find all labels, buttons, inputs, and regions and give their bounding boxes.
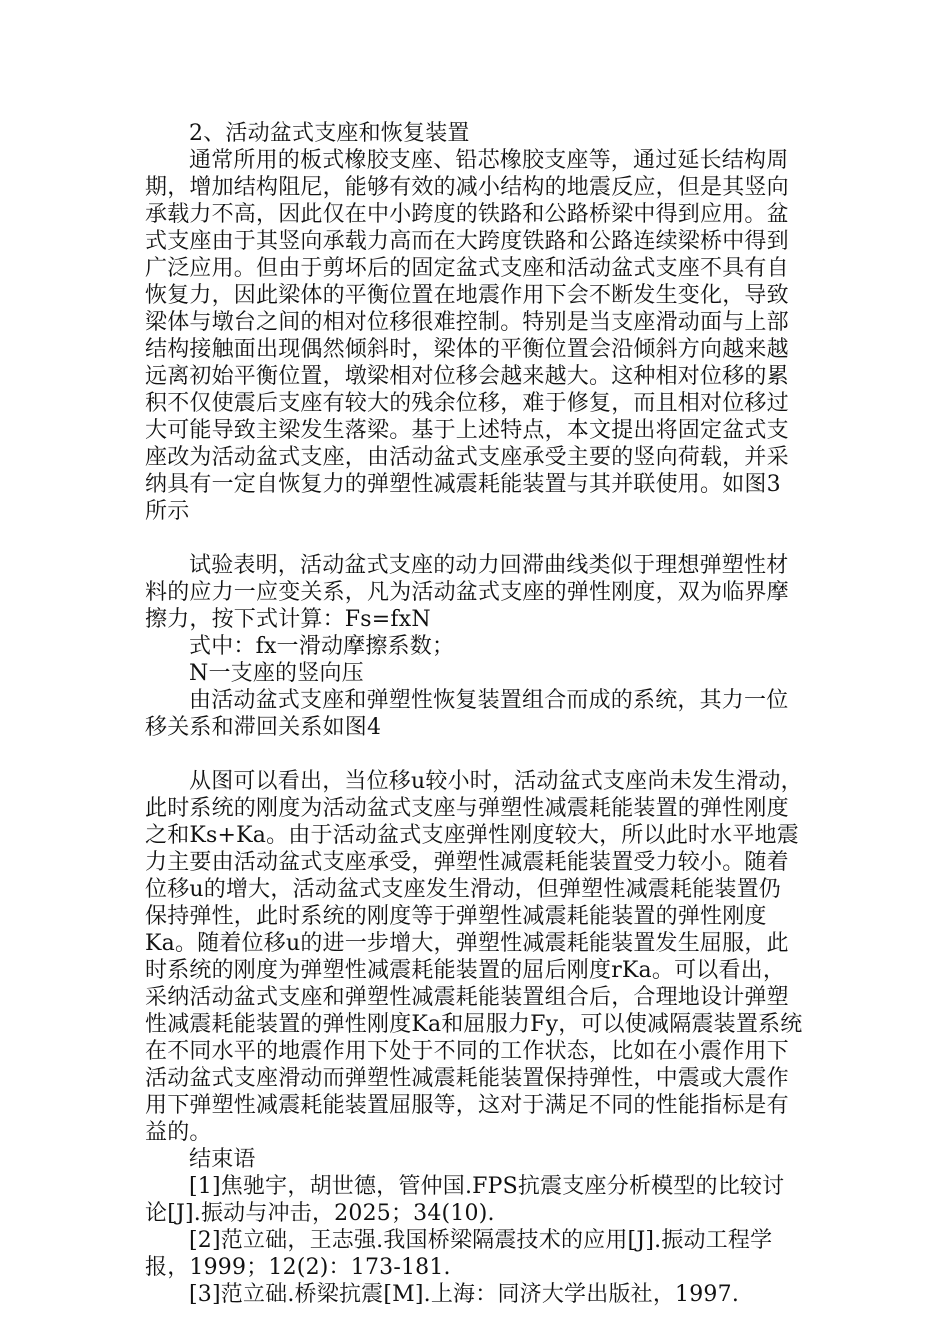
paragraph-analysis — [145, 768, 805, 1146]
reference-item — [145, 1227, 805, 1281]
text-line: 大可能导致主梁发生落梁。基于上述特点，本文提出将固定盆式支 — [145, 418, 789, 443]
text-line: 此时系统的刚度为活动盆式支座与弹塑性减震耗能装置的弹性刚度 — [145, 796, 789, 821]
formula-note: N一支座的竖向压 — [189, 661, 364, 686]
conclusion-heading: 结束语 — [189, 1147, 256, 1172]
section-heading: 2、活动盆式支座和恢复装置 — [189, 121, 470, 146]
text-line: 力主要由活动盆式支座承受，弹塑性减震耗能装置受力较小。随着 — [145, 850, 789, 875]
text-line: 活动盆式支座滑动而弹塑性减震耗能装置保持弹性，中震或大震作 — [145, 1066, 789, 1091]
reference-line: 论[J].振动与冲击，2025；34(10). — [145, 1201, 495, 1226]
text-line: 座改为活动盆式支座，由活动盆式支座承受主要的竖向荷载，并采 — [145, 445, 789, 470]
reference-line: 报，1999；12(2)：173-181. — [145, 1255, 451, 1280]
text-line: 梁体与墩台之间的相对位移很难控制。特别是当支座滑动面与上部 — [145, 310, 789, 335]
text-line: 用下弹塑性减震耗能装置屈服等，这对于满足不同的性能指标是有 — [145, 1093, 789, 1118]
document-body — [145, 120, 805, 1308]
paragraph-experiment — [145, 552, 805, 633]
text-line: 性减震耗能装置的弹性刚度Ka和屈服力Fy，可以使减隔震装置系统 — [145, 1012, 803, 1037]
formula-note: 式中：fx一滑动摩擦系数； — [189, 634, 455, 659]
text-line: 由活动盆式支座和弹塑性恢复装置组合而成的系统，其力一位 — [189, 688, 789, 713]
reference-line: [1]焦驰宇，胡世德，管仲国.FPS抗震支座分析模型的比较讨 — [189, 1174, 785, 1199]
text-line: 结构接触面出现偶然倾斜时，梁体的平衡位置会沿倾斜方向越来越 — [145, 337, 789, 362]
text-line: 移关系和滞回关系如图4 — [145, 715, 382, 740]
text-line: 时系统的刚度为弹塑性减震耗能装置的屈后刚度rKa。可以看出， — [145, 958, 786, 983]
text-line: 恢复力，因此梁体的平衡位置在地震作用下会不断发生变化，导致 — [145, 283, 789, 308]
text-line: 之和Ks+Ka。由于活动盆式支座弹性刚度较大，所以此时水平地震 — [145, 823, 799, 848]
text-line: 积不仅使震后支座有较大的残余位移，难于修复，而且相对位移过 — [145, 391, 789, 416]
text-line: Ka。随着位移u的进一步增大，弹塑性减震耗能装置发生屈服，此 — [145, 931, 789, 956]
text-line: 采纳活动盆式支座和弹塑性减震耗能装置组合后，合理地设计弹塑 — [145, 985, 789, 1010]
paragraph-gap — [145, 741, 805, 768]
text-line: 承载力不高，因此仅在中小跨度的铁路和公路桥梁中得到应用。盆 — [145, 202, 789, 227]
reference-list — [145, 1173, 805, 1308]
text-line: 纳具有一定自恢复力的弹塑性减震耗能装置与其并联使用。如图3 — [145, 472, 781, 497]
paragraph-system — [145, 687, 805, 741]
text-line: 从图可以看出，当位移u较小时，活动盆式支座尚未发生滑动， — [189, 769, 803, 794]
reference-line: [2]范立础，王志强.我国桥梁隔震技术的应用[J].振动工程学 — [189, 1228, 773, 1253]
text-line: 期，增加结构阻尼，能够有效的减小结构的地震反应，但是其竖向 — [145, 175, 789, 200]
text-line: 通常所用的板式橡胶支座、铅芯橡胶支座等，通过延长结构周 — [189, 148, 789, 173]
text-line: 广泛应用。但由于剪坏后的固定盆式支座和活动盆式支座不具有自 — [145, 256, 789, 281]
reference-line: [3]范立础.桥梁抗震[M].上海：同济大学出版社，1997. — [189, 1282, 740, 1307]
paragraph-bearing-intro — [145, 147, 805, 525]
reference-item — [145, 1281, 805, 1308]
paragraph-gap — [145, 525, 805, 552]
text-line: 位移u的增大，活动盆式支座发生滑动，但弹塑性减震耗能装置仍 — [145, 877, 781, 902]
text-line: 料的应力一应变关系，凡为活动盆式支座的弹性刚度，双为临界摩 — [145, 580, 789, 605]
text-line: 在不同水平的地震作用下处于不同的工作状态，比如在小震作用下 — [145, 1039, 789, 1064]
text-line: 式支座由于其竖向承载力高而在大跨度铁路和公路连续梁桥中得到 — [145, 229, 789, 254]
text-line: 益的。 — [145, 1120, 212, 1145]
text-line: 试验表明，活动盆式支座的动力回滞曲线类似于理想弹塑性材 — [189, 553, 789, 578]
text-line: 所示 — [145, 499, 190, 524]
reference-item — [145, 1173, 805, 1227]
text-line: 远离初始平衡位置，墩梁相对位移会越来越大。这种相对位移的累 — [145, 364, 789, 389]
text-line: 擦力，按下式计算：Fs=fxN — [145, 607, 431, 632]
text-line: 保持弹性，此时系统的刚度等于弹塑性减震耗能装置的弹性刚度 — [145, 904, 767, 929]
